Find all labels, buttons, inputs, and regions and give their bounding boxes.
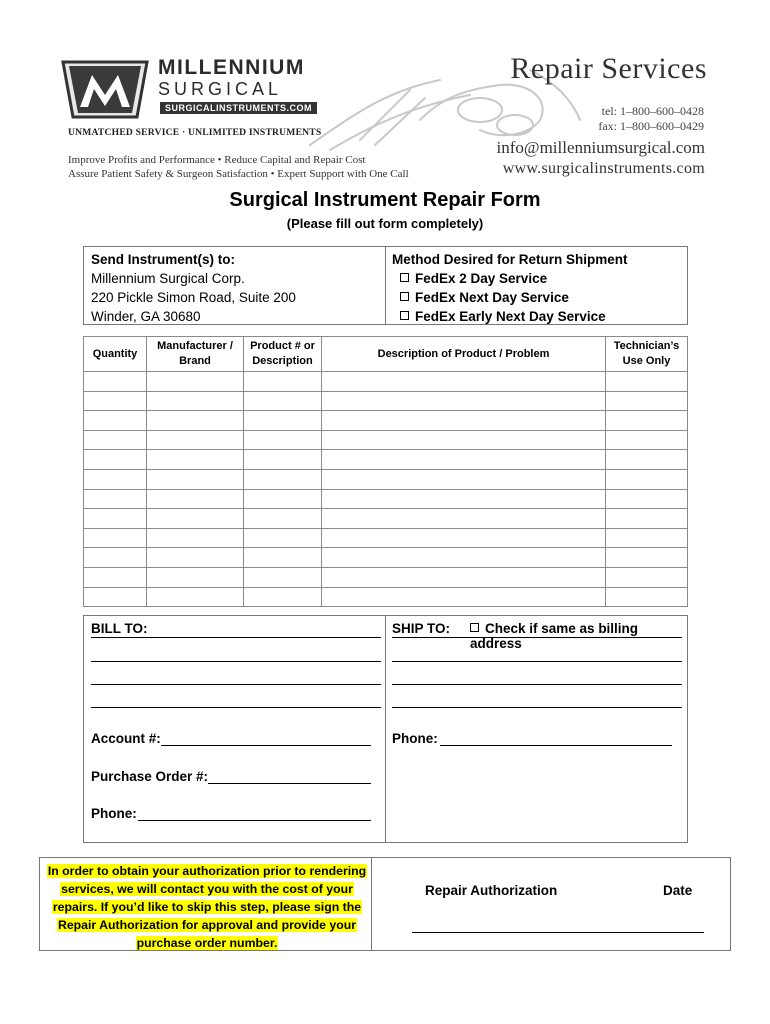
table-cell[interactable] xyxy=(322,567,606,587)
table-cell[interactable] xyxy=(147,372,244,392)
option-fedex-next-day[interactable] xyxy=(392,288,628,307)
table-cell[interactable] xyxy=(322,372,606,392)
ship-to-line-2[interactable] xyxy=(392,661,682,662)
table-cell[interactable] xyxy=(244,430,322,450)
table-cell[interactable] xyxy=(84,528,147,548)
fax-number: fax: 1–800–600–0429 xyxy=(598,119,704,133)
table-row xyxy=(84,391,688,411)
brand-name-line2: SURGICAL xyxy=(158,79,283,99)
table-cell[interactable] xyxy=(244,509,322,529)
address-line-3: Winder, GA 30680 xyxy=(91,309,201,324)
table-row xyxy=(84,489,688,509)
ship-to-line-4[interactable] xyxy=(392,707,682,708)
checkbox[interactable] xyxy=(470,623,479,632)
table-cell[interactable] xyxy=(147,548,244,568)
table-cell[interactable] xyxy=(244,391,322,411)
table-cell[interactable] xyxy=(606,587,688,607)
table-cell[interactable] xyxy=(244,489,322,509)
checkbox[interactable] xyxy=(400,292,409,301)
bill-to-line-1[interactable] xyxy=(91,637,381,638)
table-header-row xyxy=(84,337,688,372)
m-logo-icon xyxy=(60,59,150,121)
table-cell[interactable] xyxy=(606,450,688,470)
table-cell[interactable] xyxy=(322,528,606,548)
option-fedex-2-day[interactable] xyxy=(392,269,628,288)
col-technician: Technician’s Use Only xyxy=(606,337,688,372)
table-cell[interactable] xyxy=(147,567,244,587)
table-cell[interactable] xyxy=(322,411,606,431)
billing-shipping-box xyxy=(83,615,688,843)
table-row xyxy=(84,450,688,470)
table-cell[interactable] xyxy=(84,430,147,450)
repair-authorization-label: Repair Authorization xyxy=(425,883,558,898)
ship-phone-field[interactable] xyxy=(440,745,672,746)
table-cell[interactable] xyxy=(322,391,606,411)
authorization-signature-field[interactable] xyxy=(412,932,704,933)
table-cell[interactable] xyxy=(606,372,688,392)
table-cell[interactable] xyxy=(322,489,606,509)
option-label: FedEx 2 Day Service xyxy=(415,271,548,286)
bill-to-line-3[interactable] xyxy=(91,684,381,685)
tel-number: tel: 1–800–600–0428 xyxy=(601,104,704,118)
table-cell[interactable] xyxy=(147,587,244,607)
table-cell[interactable] xyxy=(244,567,322,587)
table-cell[interactable] xyxy=(244,528,322,548)
table-cell[interactable] xyxy=(147,528,244,548)
authorization-box xyxy=(39,857,731,951)
table-cell[interactable] xyxy=(606,391,688,411)
table-cell[interactable] xyxy=(84,509,147,529)
company-website[interactable]: www.surgicalinstruments.com xyxy=(502,160,705,177)
tagline: UNMATCHED SERVICE · UNLIMITED INSTRUMENTS xyxy=(68,127,322,138)
contact-email[interactable]: info@millenniumsurgical.com xyxy=(496,138,705,157)
table-cell[interactable] xyxy=(322,469,606,489)
table-cell[interactable] xyxy=(606,430,688,450)
table-cell[interactable] xyxy=(147,391,244,411)
return-method xyxy=(392,250,628,326)
table-row xyxy=(84,430,688,450)
table-row xyxy=(84,567,688,587)
table-cell[interactable] xyxy=(606,469,688,489)
ship-to-line-1[interactable] xyxy=(392,637,682,638)
address-line-2: 220 Pickle Simon Road, Suite 200 xyxy=(91,290,296,305)
table-cell[interactable] xyxy=(244,469,322,489)
col-description: Description of Product / Problem xyxy=(322,337,606,372)
date-label: Date xyxy=(663,883,693,898)
col-manufacturer: Manufacturer / Brand xyxy=(147,337,244,372)
same-as-billing-option[interactable] xyxy=(470,621,687,651)
table-cell[interactable] xyxy=(147,469,244,489)
instrument-items-table xyxy=(83,336,688,607)
table-cell[interactable] xyxy=(322,430,606,450)
table-row xyxy=(84,411,688,431)
table-cell[interactable] xyxy=(322,548,606,568)
table-cell[interactable] xyxy=(84,548,147,568)
table-row xyxy=(84,587,688,607)
table-cell[interactable] xyxy=(322,509,606,529)
divider xyxy=(385,616,386,842)
checkbox[interactable] xyxy=(400,273,409,282)
repair-services-title: Repair Services xyxy=(510,52,707,85)
benefits-line-2: Assure Patient Safety & Surgeon Satisfaction • Expert Support with One Call xyxy=(68,168,409,180)
table-row xyxy=(84,509,688,529)
table-cell[interactable] xyxy=(84,469,147,489)
shipping-info-box xyxy=(83,246,688,325)
table-cell[interactable] xyxy=(244,411,322,431)
divider xyxy=(371,858,372,950)
phone-label: Phone: xyxy=(91,806,137,821)
table-cell[interactable] xyxy=(147,489,244,509)
table-cell[interactable] xyxy=(322,450,606,470)
authorization-notice xyxy=(46,862,368,952)
table-cell[interactable] xyxy=(244,548,322,568)
table-cell[interactable] xyxy=(147,411,244,431)
table-cell[interactable] xyxy=(244,587,322,607)
table-cell[interactable] xyxy=(606,489,688,509)
purchase-order-field[interactable] xyxy=(208,783,371,784)
same-as-billing-label: Check if same as billing address xyxy=(470,621,639,651)
checkbox[interactable] xyxy=(400,311,409,320)
table-cell[interactable] xyxy=(244,450,322,470)
bill-to-line-2[interactable] xyxy=(91,661,381,662)
send-to-address xyxy=(91,250,296,326)
brand-url: SURGICALINSTRUMENTS.COM xyxy=(160,102,317,114)
table-cell[interactable] xyxy=(84,450,147,470)
return-method-heading: Method Desired for Return Shipment xyxy=(392,252,628,267)
table-cell[interactable] xyxy=(84,567,147,587)
table-row xyxy=(84,469,688,489)
table-cell[interactable] xyxy=(147,450,244,470)
option-fedex-early-next-day[interactable] xyxy=(392,307,628,326)
table-cell[interactable] xyxy=(84,587,147,607)
bill-to-label: BILL TO: xyxy=(91,621,148,636)
divider xyxy=(385,247,386,324)
table-cell[interactable] xyxy=(606,567,688,587)
table-cell[interactable] xyxy=(244,372,322,392)
col-quantity: Quantity xyxy=(84,337,147,372)
benefits-line-1: Improve Profits and Performance • Reduce Capital and Repair Cost xyxy=(68,154,366,166)
authorization-notice-text: In order to obtain your authorization prior to rendering services, we will contact you with the cost of your repairs. If you’d like to skip this step, please sign the Repair Authorization for approval and provide your purchase order number. xyxy=(47,864,367,950)
option-label: FedEx Next Day Service xyxy=(415,290,569,305)
page-title: Surgical Instrument Repair Form xyxy=(229,189,541,211)
phone-field[interactable] xyxy=(138,820,371,821)
table-cell[interactable] xyxy=(147,430,244,450)
account-field[interactable] xyxy=(161,745,371,746)
table-cell[interactable] xyxy=(322,587,606,607)
ship-to-label: SHIP TO: xyxy=(392,621,451,636)
ship-to-line-3[interactable] xyxy=(392,684,682,685)
ship-phone-label: Phone: xyxy=(392,731,438,746)
contact-phones xyxy=(598,104,704,134)
table-cell[interactable] xyxy=(147,509,244,529)
table-cell[interactable] xyxy=(84,372,147,392)
table-cell[interactable] xyxy=(606,528,688,548)
table-row xyxy=(84,372,688,392)
brand-name-line1: MILLENNIUM xyxy=(158,56,305,79)
table-cell[interactable] xyxy=(606,411,688,431)
account-label: Account #: xyxy=(91,731,161,746)
table-cell[interactable] xyxy=(606,548,688,568)
table-row xyxy=(84,528,688,548)
page-subtitle: (Please fill out form completely) xyxy=(286,216,484,231)
address-line-1: Millennium Surgical Corp. xyxy=(91,271,245,286)
purchase-order-label: Purchase Order #: xyxy=(91,769,209,784)
table-cell[interactable] xyxy=(606,509,688,529)
option-label: FedEx Early Next Day Service xyxy=(415,309,606,324)
table-cell[interactable] xyxy=(84,489,147,509)
table-cell[interactable] xyxy=(84,411,147,431)
bill-to-line-4[interactable] xyxy=(91,707,381,708)
table-row xyxy=(84,548,688,568)
send-to-heading: Send Instrument(s) to: xyxy=(91,252,235,267)
table-cell[interactable] xyxy=(84,391,147,411)
col-product: Product # or Description xyxy=(244,337,322,372)
